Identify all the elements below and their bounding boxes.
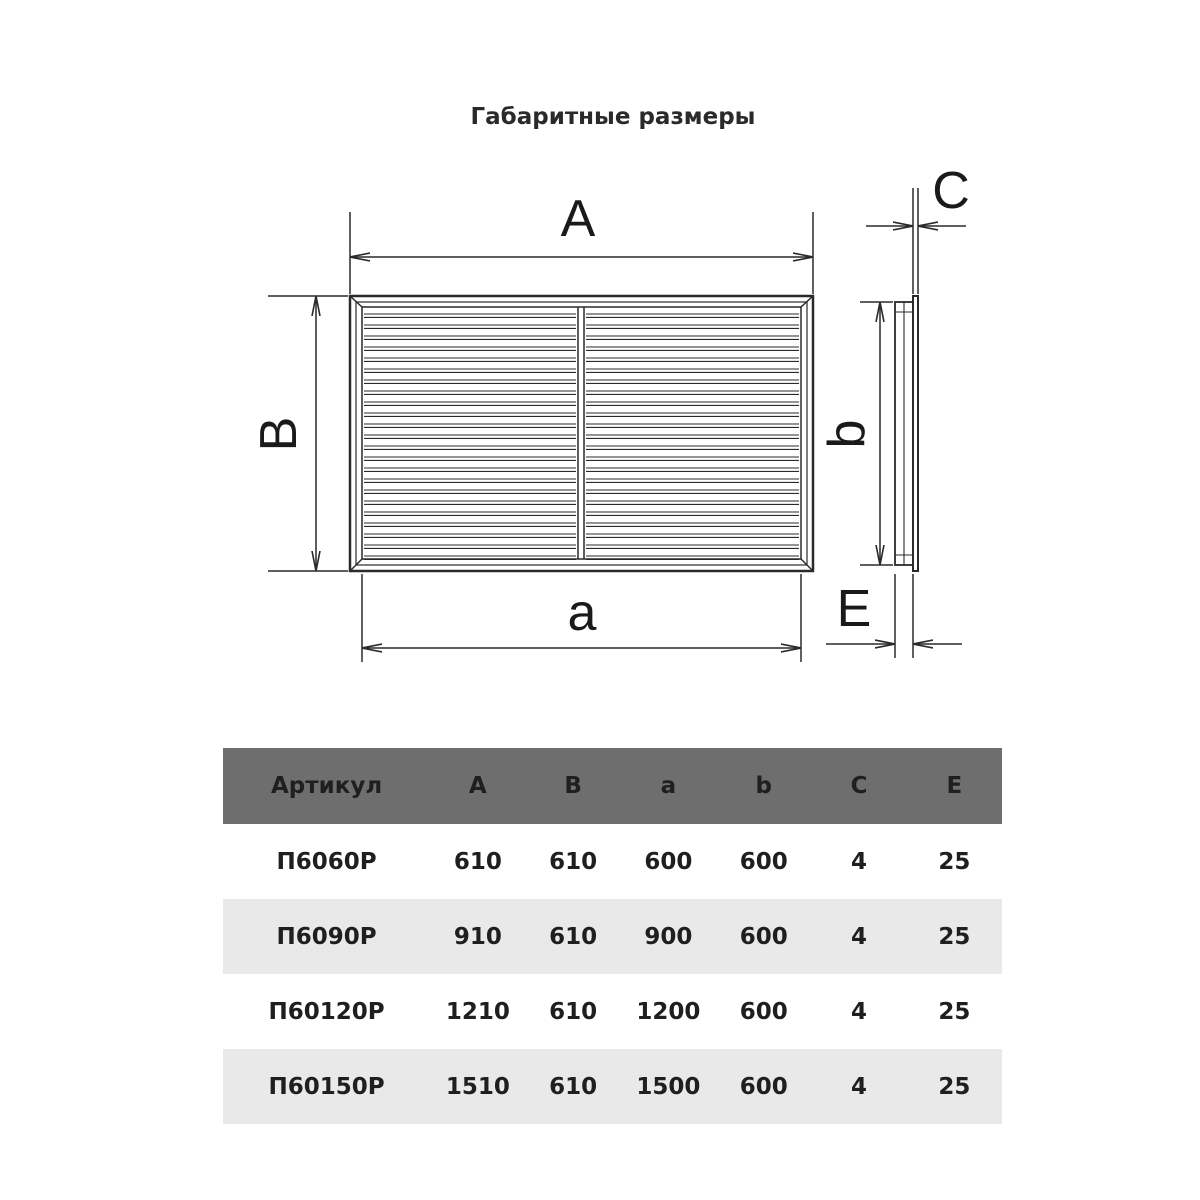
page-title: Габаритные размеры [470, 104, 756, 130]
cell-C: 4 [811, 1049, 906, 1124]
label-b: b [818, 419, 876, 449]
label-C: C [932, 162, 970, 220]
cell-A: 910 [430, 899, 525, 974]
cell-B: 610 [549, 848, 598, 875]
table-row [223, 1049, 1002, 1124]
cell-A: 1210 [445, 998, 510, 1025]
cell-E: 25 [907, 1049, 1002, 1124]
header-A: A [430, 748, 525, 824]
label-a: a [567, 584, 597, 642]
cell-A: 1510 [430, 1049, 525, 1124]
cell-b: 600 [716, 1049, 811, 1124]
grille-louvers [364, 314, 799, 559]
grille-inner-opening [362, 307, 801, 559]
cell-B: 610 [525, 1049, 620, 1124]
header-article: Артикул [223, 748, 430, 824]
cell-E: 25 [907, 899, 1002, 974]
grille-side-view [895, 296, 918, 571]
grille-frame-bevel [356, 302, 807, 565]
cell-b: 600 [716, 899, 811, 974]
table-row [223, 974, 1002, 1049]
cell-a: 1500 [621, 1049, 716, 1124]
header-C: C [811, 748, 906, 824]
cell-article: П6060Р [276, 848, 377, 875]
label-A: A [560, 190, 596, 248]
label-B: B [250, 416, 308, 452]
header-B: B [525, 748, 620, 824]
label-E: E [836, 580, 872, 638]
cell-B: 610 [549, 998, 598, 1025]
cell-C: 4 [811, 899, 906, 974]
cell-A: 610 [453, 848, 502, 875]
cell-C: 4 [851, 998, 868, 1025]
cell-article: П60120Р [268, 998, 385, 1025]
cell-B: 610 [525, 899, 620, 974]
table-row [223, 824, 1002, 899]
cell-a: 900 [621, 899, 716, 974]
header-b: b [716, 748, 811, 824]
cell-b: 600 [739, 998, 788, 1025]
cell-b: 600 [739, 848, 788, 875]
dimensions-table [223, 748, 1002, 1124]
header-a: a [621, 748, 716, 824]
cell-E: 25 [938, 848, 971, 875]
cell-E: 25 [938, 998, 971, 1025]
cell-article: П60150Р [223, 1049, 430, 1124]
cell-a: 1200 [636, 998, 701, 1025]
cell-C: 4 [851, 848, 868, 875]
table-row [223, 899, 1002, 974]
grille-outer-frame [350, 296, 813, 571]
cell-a: 600 [644, 848, 693, 875]
header-E: E [907, 748, 1002, 824]
cell-article: П6090Р [223, 899, 430, 974]
table-header-row [223, 748, 1002, 824]
